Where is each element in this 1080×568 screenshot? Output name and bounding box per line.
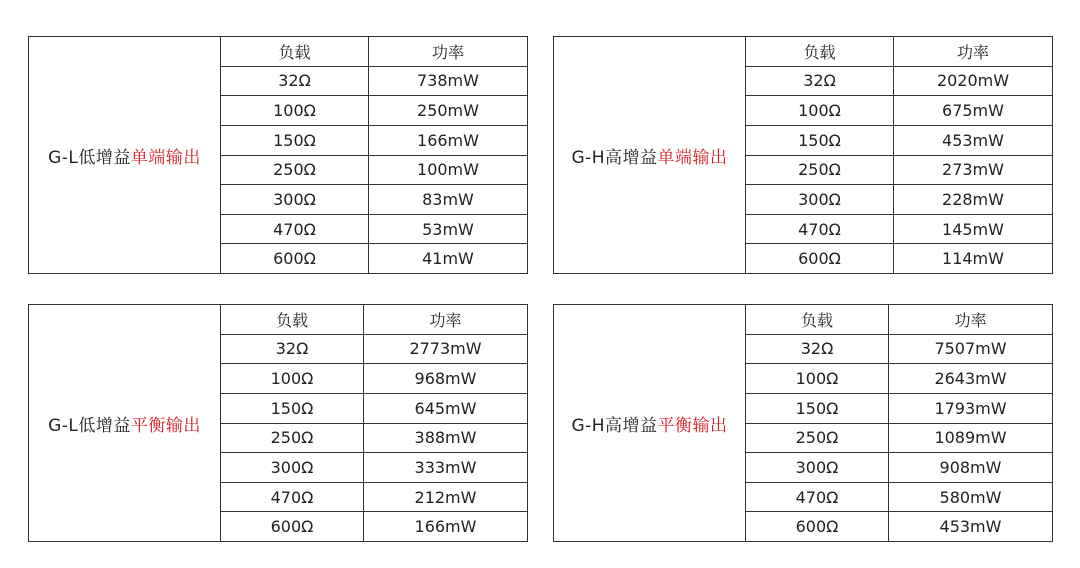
load-cell: 470Ω	[221, 215, 369, 244]
table-label	[29, 305, 221, 541]
power-cell: 114mW	[942, 249, 1004, 269]
load-cell: 300Ω	[221, 453, 364, 482]
table-row	[221, 483, 527, 513]
load-cell: 150Ω	[746, 394, 889, 423]
table-gh-balanced	[553, 304, 1053, 542]
table-row	[746, 67, 1052, 97]
data-grid	[221, 305, 527, 541]
table-row	[746, 215, 1052, 245]
table-row	[221, 156, 527, 186]
power-cell: 453mW	[942, 130, 1004, 150]
power-cell: 7507mW	[934, 339, 1007, 359]
table-row	[221, 67, 527, 97]
table-row	[746, 364, 1052, 394]
table-label	[554, 305, 746, 541]
load-cell: 32Ω	[221, 67, 369, 96]
label-highlight: 单端输出	[130, 147, 201, 168]
table-row	[746, 126, 1052, 156]
table-gh-single-ended	[553, 36, 1053, 274]
header-load: 负载	[746, 305, 889, 334]
load-cell: 250Ω	[221, 424, 364, 453]
power-cell: 212mW	[414, 487, 477, 507]
load-cell: 250Ω	[746, 424, 889, 453]
label-prefix: G-L低增益	[48, 147, 131, 168]
label-highlight: 单端输出	[657, 147, 728, 168]
header-load: 负载	[221, 305, 364, 334]
power-cell: 908mW	[939, 457, 1002, 477]
header-power: 功率	[954, 310, 987, 330]
load-cell: 470Ω	[746, 483, 889, 512]
table-row	[221, 394, 527, 424]
load-cell: 32Ω	[221, 335, 364, 364]
load-cell: 150Ω	[221, 394, 364, 423]
power-cell: 580mW	[939, 487, 1002, 507]
label-prefix: G-H高增益	[571, 147, 658, 168]
load-cell: 32Ω	[746, 67, 894, 96]
header-row	[746, 37, 1052, 67]
header-row	[221, 37, 527, 67]
power-cell: 228mW	[942, 189, 1004, 209]
header-power: 功率	[956, 42, 989, 62]
power-cell: 333mW	[414, 457, 477, 477]
load-cell: 250Ω	[221, 156, 369, 185]
load-cell: 100Ω	[746, 96, 894, 125]
power-cell: 1089mW	[934, 428, 1007, 448]
power-cell: 53mW	[422, 219, 474, 239]
power-cell: 166mW	[414, 517, 477, 537]
load-cell: 32Ω	[746, 335, 889, 364]
power-cell: 83mW	[422, 189, 474, 209]
power-cell: 1793mW	[934, 398, 1007, 418]
power-cell: 166mW	[417, 130, 479, 150]
load-cell: 100Ω	[221, 96, 369, 125]
power-cell: 675mW	[942, 101, 1004, 121]
power-cell: 145mW	[942, 219, 1004, 239]
power-cell: 273mW	[942, 160, 1004, 180]
load-cell: 300Ω	[746, 185, 894, 214]
table-row	[746, 96, 1052, 126]
table-row	[221, 96, 527, 126]
power-cell: 388mW	[414, 428, 477, 448]
data-grid	[746, 305, 1052, 541]
load-cell: 100Ω	[746, 364, 889, 393]
load-cell: 100Ω	[221, 364, 364, 393]
table-label	[554, 37, 746, 273]
data-grid	[221, 37, 527, 273]
header-load: 负载	[746, 37, 894, 66]
load-cell: 600Ω	[746, 512, 889, 541]
load-cell: 470Ω	[221, 483, 364, 512]
table-row	[221, 126, 527, 156]
load-cell: 600Ω	[746, 244, 894, 273]
table-row	[221, 335, 527, 365]
table-row	[746, 185, 1052, 215]
power-cell: 2773mW	[409, 339, 482, 359]
table-row	[221, 244, 527, 273]
table-gl-balanced	[28, 304, 528, 542]
load-cell: 300Ω	[221, 185, 369, 214]
table-label	[29, 37, 221, 273]
label-highlight: 平衡输出	[657, 415, 728, 436]
table-row	[221, 185, 527, 215]
power-cell: 100mW	[417, 160, 479, 180]
power-cell: 2020mW	[936, 71, 1010, 91]
label-prefix: G-L低增益	[48, 415, 131, 436]
header-row	[746, 305, 1052, 335]
table-row	[746, 453, 1052, 483]
load-cell: 300Ω	[746, 453, 889, 482]
load-cell: 470Ω	[746, 215, 894, 244]
load-cell: 600Ω	[221, 512, 364, 541]
table-row	[746, 156, 1052, 186]
power-cell: 250mW	[417, 101, 479, 121]
table-row	[746, 512, 1052, 541]
power-cell: 2643mW	[934, 369, 1007, 389]
table-row	[746, 394, 1052, 424]
table-gl-single-ended	[28, 36, 528, 274]
table-row	[746, 424, 1052, 454]
power-cell: 645mW	[414, 398, 477, 418]
table-row	[746, 244, 1052, 273]
data-grid	[746, 37, 1052, 273]
load-cell: 600Ω	[221, 244, 369, 273]
table-row	[746, 483, 1052, 513]
header-load: 负载	[221, 37, 369, 66]
table-row	[221, 424, 527, 454]
header-power: 功率	[431, 42, 464, 62]
header-power: 功率	[429, 310, 462, 330]
load-cell: 150Ω	[221, 126, 369, 155]
table-row	[221, 512, 527, 541]
table-row	[221, 215, 527, 245]
load-cell: 150Ω	[746, 126, 894, 155]
power-cell: 41mW	[422, 249, 474, 269]
power-cell: 453mW	[939, 517, 1002, 537]
label-highlight: 平衡输出	[130, 415, 201, 436]
power-cell: 738mW	[417, 71, 479, 91]
table-row	[221, 364, 527, 394]
label-prefix: G-H高增益	[571, 415, 658, 436]
power-cell: 968mW	[414, 369, 477, 389]
table-row	[746, 335, 1052, 365]
header-row	[221, 305, 527, 335]
load-cell: 250Ω	[746, 156, 894, 185]
table-row	[221, 453, 527, 483]
